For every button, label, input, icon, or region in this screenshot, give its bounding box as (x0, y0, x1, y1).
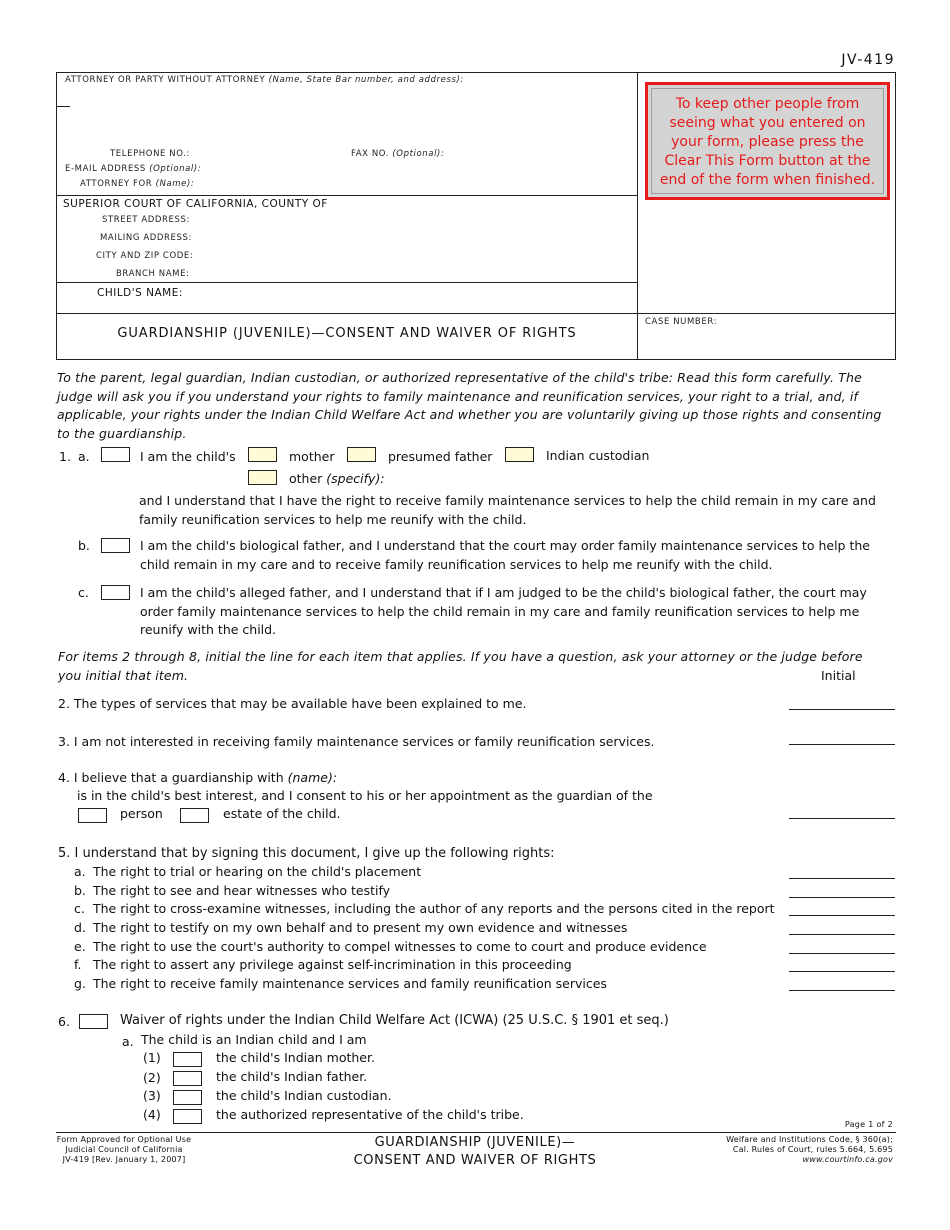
mother-checkbox[interactable] (248, 447, 277, 462)
fax-input[interactable] (440, 147, 630, 160)
other-checkbox[interactable] (248, 470, 277, 485)
item5c-text: The right to cross-examine witnesses, including the author of any reports and the persons cited in the report (93, 901, 775, 916)
street-input[interactable] (195, 213, 630, 226)
item6a3-number: (3) (143, 1088, 161, 1103)
email-label: E-MAIL ADDRESS (Optional): (65, 164, 202, 174)
item5c-letter: c. (74, 901, 85, 916)
person-checkbox[interactable] (78, 808, 107, 823)
item6a4-number: (4) (143, 1107, 161, 1122)
item1c-text: I am the child's alleged father, and I understand that if I am judged to be the child's biological father, the court may order family maintenance services to help the child remain in my care and family reunification services to help me reunify with the child. (140, 585, 867, 638)
item1a-checkbox[interactable] (101, 447, 130, 462)
item3-initial-line[interactable] (789, 744, 895, 745)
branch-input[interactable] (195, 267, 630, 280)
item5d-initial-line[interactable] (789, 934, 895, 935)
item2-text: 2. The types of services that may be available have been explained to me. (58, 696, 527, 711)
item6a4-text: the authorized representative of the child's tribe. (216, 1107, 524, 1122)
item5b-initial-line[interactable] (789, 897, 895, 898)
caption-divider (637, 72, 638, 360)
item5f-letter: f. (74, 957, 82, 972)
footer-left: Form Approved for Optional Use Judicial Council of California JV-419 [Rev. January 1, 2007] (56, 1135, 192, 1164)
initial-instructions: For items 2 through 8, initial the line for each item that applies. If you have a question, ask your attorney or the judge before you initial that item. (58, 649, 863, 683)
estate-label: estate of the child. (223, 806, 341, 821)
intro-paragraph: To the parent, legal guardian, Indian custodian, or authorized representative of the child's tribe: Read this form carefully. The judge will ask you if you understand your rights to family maintenance and reunification services, your right to a trial, and, if applicable, your rights under the Indian Child Welfare Act and whether you are voluntarily giving up those rights and consenting to the guardianship. (57, 370, 882, 441)
footer-title: GUARDIANSHIP (JUVENILE)— CONSENT AND WAIVER OF RIGHTS (353, 1135, 597, 1168)
item4-line2: is in the child's best interest, and I consent to his or her appointment as the guardian of the (77, 788, 653, 803)
footer-rule (56, 1132, 896, 1133)
branch-label: BRANCH NAME: (116, 269, 190, 279)
court-divider (56, 195, 638, 196)
item6-checkbox[interactable] (79, 1014, 108, 1029)
item5f-text: The right to assert any privilege against self-incrimination in this proceeding (93, 957, 572, 972)
item5e-letter: e. (74, 939, 86, 954)
item6a2-text: the child's Indian father. (216, 1069, 368, 1084)
mailing-label: MAILING ADDRESS: (100, 233, 192, 243)
city-label: CITY AND ZIP CODE: (96, 251, 194, 261)
attorney-mark (56, 106, 70, 107)
item1a-continuation: and I understand that I have the right to receive family maintenance services to help the child remain in my care and family reunification services to help me reunify with the child. (139, 493, 876, 527)
item5g-letter: g. (74, 976, 86, 991)
child-divider (56, 282, 638, 283)
form-title: GUARDIANSHIP (JUVENILE)—CONSENT AND WAIVER OF RIGHTS (117, 326, 577, 341)
item1c-checkbox[interactable] (101, 585, 130, 600)
item3-text: 3. I am not interested in receiving family maintenance services or family reunification services. (58, 734, 655, 749)
item6-number: 6. (58, 1014, 70, 1029)
child-name-input[interactable] (195, 285, 630, 303)
item5a-initial-line[interactable] (789, 878, 895, 879)
title-divider (56, 313, 896, 314)
item5g-text: The right to receive family maintenance services and family reunification services (93, 976, 607, 991)
item5c-initial-line[interactable] (789, 915, 895, 916)
courtinfo-link[interactable]: www.courtinfo.ca.gov (802, 1155, 893, 1164)
court-title: SUPERIOR COURT OF CALIFORNIA, COUNTY OF (63, 198, 328, 210)
email-input[interactable] (195, 162, 630, 175)
indian-custodian-checkbox[interactable] (505, 447, 534, 462)
other-specify-input[interactable] (385, 470, 890, 487)
telephone-input[interactable] (195, 147, 345, 160)
item1-number: 1. (59, 449, 71, 464)
item1b-letter: b. (78, 538, 90, 553)
person-label: person (120, 806, 163, 821)
item1b-text: I am the child's biological father, and I understand that the court may order family maintenance services to help the child remain in my care and to receive family reunification services to help me reunify with the child. (140, 538, 870, 572)
item6a1-checkbox[interactable] (173, 1052, 202, 1067)
item4-line1: 4. I believe that a guardianship with (name): (58, 770, 338, 785)
item6a3-checkbox[interactable] (173, 1090, 202, 1105)
item6a-letter: a. (122, 1034, 134, 1049)
privacy-notice-text: To keep other people from seeing what you entered on your form, please press the Clear This Form button at the end of the form when finished. (651, 88, 884, 194)
mother-label: mother (289, 449, 335, 464)
indian-custodian-label: Indian custodian (546, 448, 650, 463)
item5b-letter: b. (74, 883, 86, 898)
item6a-text: The child is an Indian child and I am (141, 1032, 367, 1047)
child-name-label: CHILD'S NAME: (97, 287, 183, 299)
item5d-text: The right to testify on my own behalf and to present my own evidence and witnesses (93, 920, 628, 935)
item5g-initial-line[interactable] (789, 990, 895, 991)
fax-label: FAX NO. (Optional): (351, 149, 445, 159)
attorney-label: ATTORNEY OR PARTY WITHOUT ATTORNEY (Name, State Bar number, and address): (65, 75, 464, 85)
item4-initial-line[interactable] (789, 818, 895, 819)
item5e-text: The right to use the court's authority to compel witnesses to come to court and produce evidence (93, 939, 707, 954)
item6a2-checkbox[interactable] (173, 1071, 202, 1086)
page-number: Page 1 of 2 (844, 1120, 893, 1129)
form-number: JV-419 (841, 52, 895, 68)
estate-checkbox[interactable] (180, 808, 209, 823)
item6a1-text: the child's Indian mother. (216, 1050, 375, 1065)
footer-right: Welfare and Institutions Code, § 360(a); Cal. Rules of Court, rules 5.664, 5.695 www.courtinfo.ca.gov (726, 1135, 893, 1164)
item1c-letter: c. (78, 585, 89, 600)
item5e-initial-line[interactable] (789, 953, 895, 954)
mailing-input[interactable] (195, 231, 630, 244)
item6-title: Waiver of rights under the Indian Child Welfare Act (ICWA) (25 U.S.C. § 1901 et seq.) (120, 1013, 669, 1028)
city-input[interactable] (195, 249, 630, 262)
case-number-label: CASE NUMBER: (645, 317, 718, 327)
guardian-name-input[interactable] (335, 769, 775, 786)
privacy-notice (645, 82, 890, 200)
item1a-text: I am the child's (140, 449, 236, 464)
attorney-for-label: ATTORNEY FOR (Name): (80, 179, 195, 189)
presumed-father-label: presumed father (388, 449, 493, 464)
telephone-label: TELEPHONE NO.: (110, 149, 190, 159)
street-label: STREET ADDRESS: (102, 215, 190, 225)
other-label: other (specify): (289, 471, 385, 486)
item5a-text: The right to trial or hearing on the child's placement (93, 864, 422, 879)
item5f-initial-line[interactable] (789, 971, 895, 972)
item1b-checkbox[interactable] (101, 538, 130, 553)
attorney-for-input[interactable] (195, 177, 630, 190)
item6a3-text: the child's Indian custodian. (216, 1088, 392, 1103)
item5d-letter: d. (74, 920, 86, 935)
initial-column-header: Initial (821, 668, 856, 683)
presumed-father-checkbox[interactable] (347, 447, 376, 462)
item2-initial-line[interactable] (789, 709, 895, 710)
attorney-input[interactable] (70, 88, 630, 146)
item6a2-number: (2) (143, 1070, 161, 1085)
item6a4-checkbox[interactable] (173, 1109, 202, 1124)
item5b-text: The right to see and hear witnesses who testify (93, 883, 391, 898)
case-number-input[interactable] (645, 330, 890, 354)
item6a1-number: (1) (143, 1050, 161, 1065)
item5a-letter: a. (74, 864, 86, 879)
item1a-letter: a. (78, 449, 90, 464)
item5-intro: 5. I understand that by signing this document, I give up the following rights: (58, 846, 555, 861)
